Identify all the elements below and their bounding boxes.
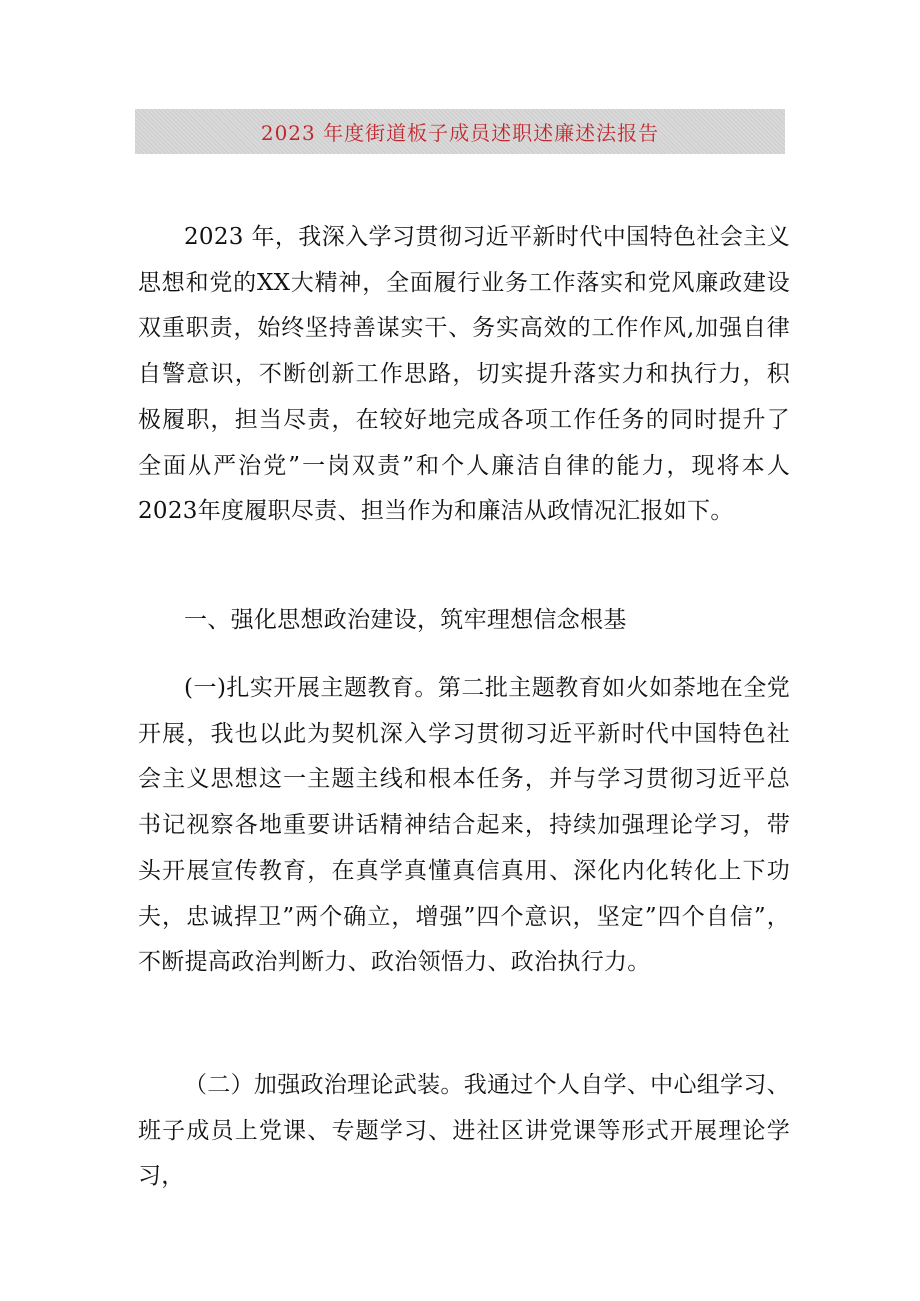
title-banner [135, 109, 785, 154]
subsection-paragraph-2: （二）加强政治理论武装。我通过个人自学、中心组学习、班子成员上党课、专题学习、进社区讲党课等形式开展理论学习， [138, 1072, 790, 1190]
section-heading-1: 一、强化思想政治建设，筑牢理想信念根基 [184, 607, 627, 633]
subsection-paragraph-1: (一)扎实开展主题教育。第二批主题教育如火如荼地在全党开展，我也以此为契机深入学习贯彻习近平新时代中国特色社会主义思想这一主题主线和根本任务，并与学习贯彻习近平总书记视察各地重要讲话精神结合起来，持续加强理论学习，带头开展宣传教育，在真学真懂真信真用、深化内化转化上下功夫，忠诚捍卫”两个确立，增强”四个意识，坚定”四个自信”，不断提高政治判断力、政治领悟力、政治执行力。 [138, 675, 790, 976]
document-title: 2023 年度街道板子成员述职述廉述法报告 [260, 121, 660, 145]
intro-paragraph: 2023 年，我深入学习贯彻习近平新时代中国特色社会主义思想和党的XX大精神，全面履行业务工作落实和党风廉政建设双重职责，始终坚持善谋实干、务实高效的工作作风,加强自律自警意识，不断创新工作思路，切实提升落实力和执行力，积极履职，担当尽责，在较好地完成各项工作任务的同时提升了全面从严治党”一岗双责”和个人廉洁自律的能力，现将本人2023年度履职尽责、担当作为和廉洁从政情况汇报如下。 [138, 224, 790, 525]
